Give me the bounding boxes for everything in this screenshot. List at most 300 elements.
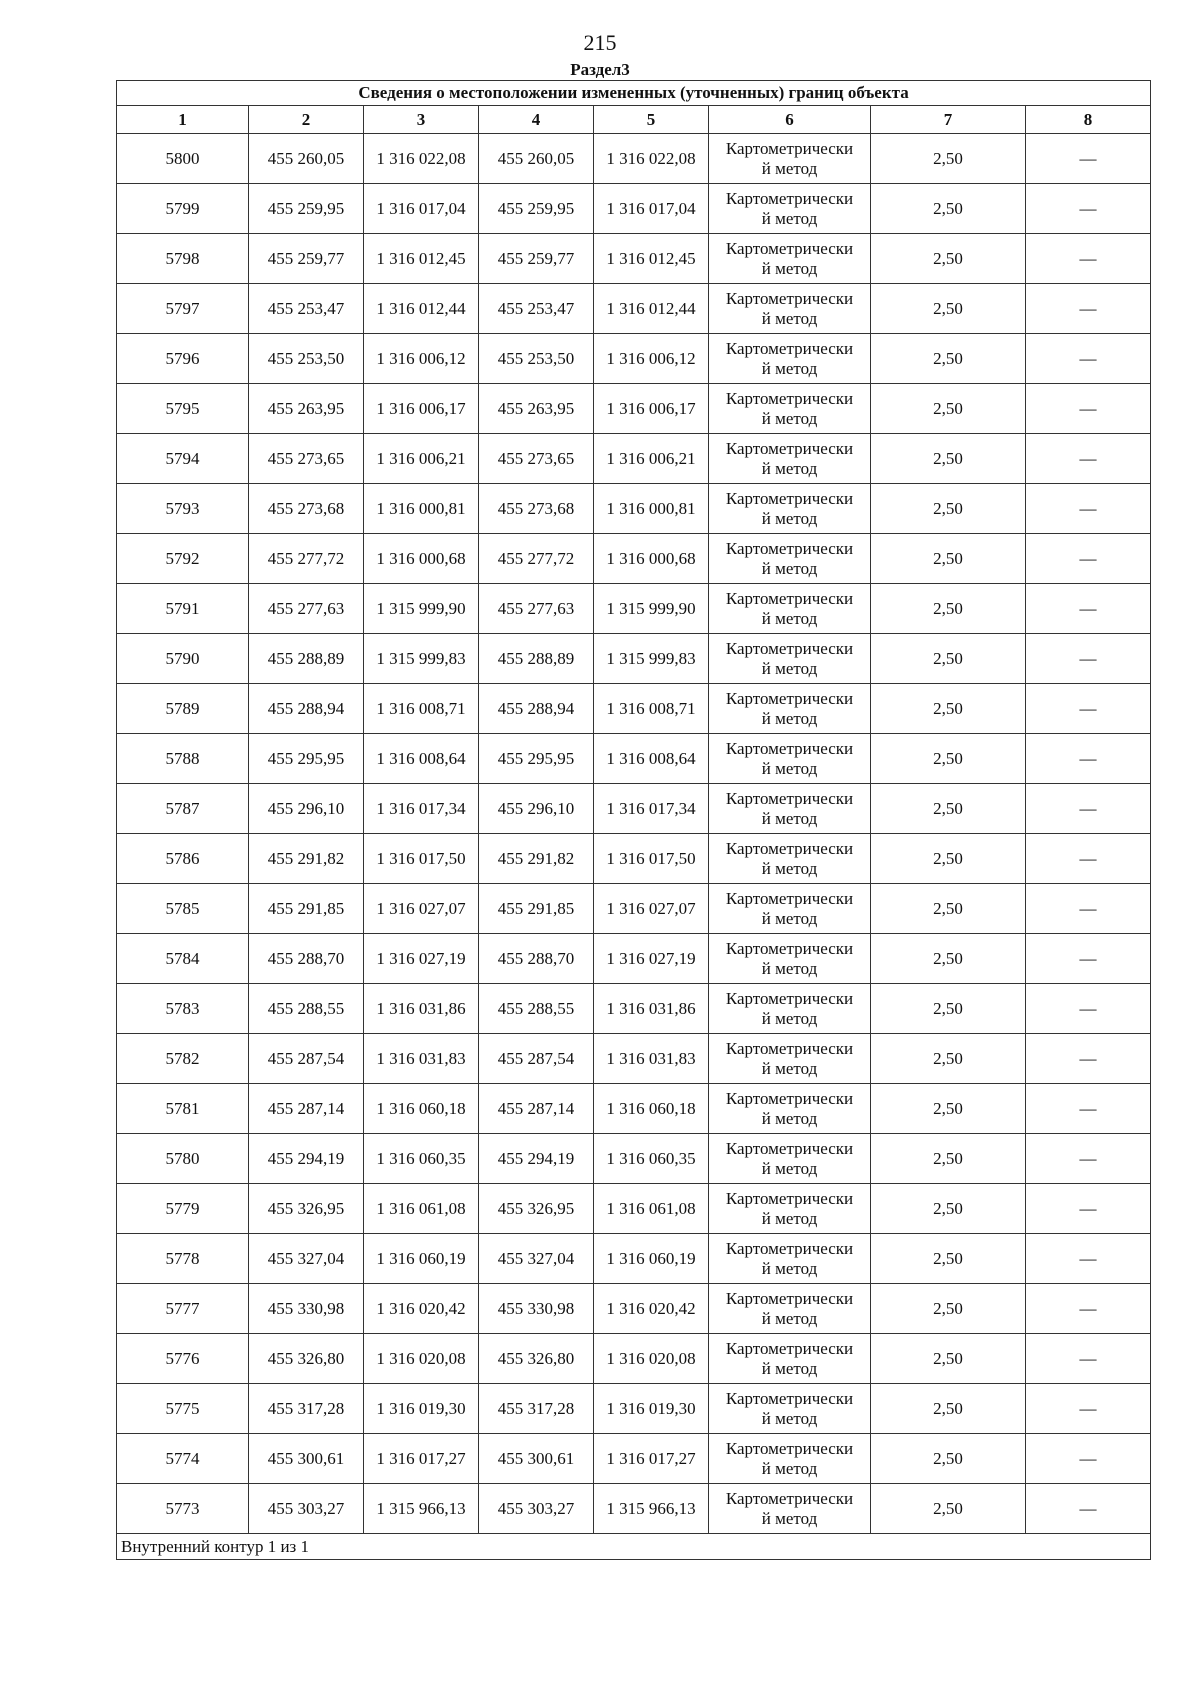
accuracy-cell: 2,50 [871, 1184, 1026, 1234]
x-new-cell: 455 287,54 [479, 1034, 594, 1084]
method-cell [709, 434, 871, 484]
x-new-cell: 455 288,89 [479, 634, 594, 684]
point-number-cell: 5792 [117, 534, 249, 584]
column-header-6: 6 [709, 106, 871, 134]
method-line: Картометрически [725, 238, 854, 258]
x-existing-cell: 455 288,70 [249, 934, 364, 984]
y-existing-cell: 1 316 000,81 [364, 484, 479, 534]
table-row [117, 834, 1151, 884]
point-number-cell: 5800 [117, 134, 249, 184]
accuracy-cell: 2,50 [871, 834, 1026, 884]
y-existing-cell: 1 316 017,27 [364, 1434, 479, 1484]
table-row [117, 1284, 1151, 1334]
point-number-cell: 5790 [117, 634, 249, 684]
x-existing-cell: 455 296,10 [249, 784, 364, 834]
method-cell [709, 284, 871, 334]
method-line: Картометрически [725, 1138, 854, 1158]
y-existing-cell: 1 316 027,07 [364, 884, 479, 934]
x-existing-cell: 455 287,54 [249, 1034, 364, 1084]
table-row [117, 784, 1151, 834]
table-row [117, 1234, 1151, 1284]
method-line: Картометрически [725, 1338, 854, 1358]
description-cell: — [1026, 684, 1151, 734]
table-row [117, 184, 1151, 234]
method-line: й метод [761, 1408, 818, 1428]
method-cell [709, 334, 871, 384]
method-line: й метод [761, 908, 818, 928]
table-row [117, 684, 1151, 734]
accuracy-cell: 2,50 [871, 1084, 1026, 1134]
method-line: Картометрически [725, 1388, 854, 1408]
method-cell [709, 1084, 871, 1134]
method-line: Картометрически [725, 1038, 854, 1058]
y-existing-cell: 1 315 999,83 [364, 634, 479, 684]
method-line: й метод [761, 408, 818, 428]
method-line: й метод [761, 658, 818, 678]
method-line: й метод [761, 558, 818, 578]
method-cell [709, 834, 871, 884]
method-line: й метод [761, 308, 818, 328]
method-line: й метод [761, 758, 818, 778]
x-existing-cell: 455 273,68 [249, 484, 364, 534]
accuracy-cell: 2,50 [871, 384, 1026, 434]
table-row [117, 734, 1151, 784]
y-existing-cell: 1 315 999,90 [364, 584, 479, 634]
y-existing-cell: 1 316 017,04 [364, 184, 479, 234]
y-new-cell: 1 316 060,18 [594, 1084, 709, 1134]
method-cell [709, 584, 871, 634]
column-header-row [117, 106, 1151, 134]
method-line: й метод [761, 858, 818, 878]
y-new-cell: 1 316 060,19 [594, 1234, 709, 1284]
y-new-cell: 1 315 999,90 [594, 584, 709, 634]
method-line: Картометрически [725, 938, 854, 958]
x-existing-cell: 455 326,80 [249, 1334, 364, 1384]
x-new-cell: 455 291,85 [479, 884, 594, 934]
description-cell: — [1026, 1234, 1151, 1284]
x-new-cell: 455 327,04 [479, 1234, 594, 1284]
y-new-cell: 1 315 999,83 [594, 634, 709, 684]
x-new-cell: 455 295,95 [479, 734, 594, 784]
description-cell: — [1026, 934, 1151, 984]
description-cell: — [1026, 184, 1151, 234]
x-existing-cell: 455 260,05 [249, 134, 364, 184]
y-existing-cell: 1 316 027,19 [364, 934, 479, 984]
description-cell: — [1026, 784, 1151, 834]
accuracy-cell: 2,50 [871, 984, 1026, 1034]
method-line: Картометрически [725, 688, 854, 708]
method-cell [709, 634, 871, 684]
method-line: й метод [761, 158, 818, 178]
y-existing-cell: 1 315 966,13 [364, 1484, 479, 1534]
method-line: Картометрически [725, 438, 854, 458]
accuracy-cell: 2,50 [871, 184, 1026, 234]
x-new-cell: 455 277,72 [479, 534, 594, 584]
table-body [117, 134, 1151, 1534]
y-existing-cell: 1 316 006,12 [364, 334, 479, 384]
y-existing-cell: 1 316 020,42 [364, 1284, 479, 1334]
x-existing-cell: 455 277,63 [249, 584, 364, 634]
y-existing-cell: 1 316 000,68 [364, 534, 479, 584]
y-new-cell: 1 316 012,45 [594, 234, 709, 284]
y-existing-cell: 1 316 008,64 [364, 734, 479, 784]
method-line: Картометрически [725, 838, 854, 858]
x-existing-cell: 455 288,94 [249, 684, 364, 734]
table-row [117, 584, 1151, 634]
method-cell [709, 134, 871, 184]
method-line: Картометрически [725, 638, 854, 658]
method-line: Картометрически [725, 588, 854, 608]
accuracy-cell: 2,50 [871, 1284, 1026, 1334]
x-existing-cell: 455 295,95 [249, 734, 364, 784]
y-new-cell: 1 316 012,44 [594, 284, 709, 334]
x-new-cell: 455 326,80 [479, 1334, 594, 1384]
point-number-cell: 5780 [117, 1134, 249, 1184]
table-row [117, 1034, 1151, 1084]
accuracy-cell: 2,50 [871, 434, 1026, 484]
method-line: Картометрически [725, 1488, 854, 1508]
method-line: Картометрически [725, 138, 854, 158]
y-existing-cell: 1 316 019,30 [364, 1384, 479, 1434]
method-line: Картометрически [725, 1188, 854, 1208]
table-row [117, 1334, 1151, 1384]
y-existing-cell: 1 316 006,17 [364, 384, 479, 434]
y-new-cell: 1 316 020,42 [594, 1284, 709, 1334]
x-existing-cell: 455 253,47 [249, 284, 364, 334]
method-line: Картометрически [725, 988, 854, 1008]
point-number-cell: 5785 [117, 884, 249, 934]
method-line: Картометрически [725, 488, 854, 508]
table-row [117, 534, 1151, 584]
section-title: Раздел3 [570, 60, 630, 79]
method-line: й метод [761, 1358, 818, 1378]
y-existing-cell: 1 316 060,19 [364, 1234, 479, 1284]
point-number-cell: 5789 [117, 684, 249, 734]
method-cell [709, 484, 871, 534]
x-new-cell: 455 253,50 [479, 334, 594, 384]
column-header-2: 2 [249, 106, 364, 134]
accuracy-cell: 2,50 [871, 934, 1026, 984]
method-line: й метод [761, 1058, 818, 1078]
method-cell [709, 734, 871, 784]
point-number-cell: 5796 [117, 334, 249, 384]
x-existing-cell: 455 288,55 [249, 984, 364, 1034]
accuracy-cell: 2,50 [871, 1334, 1026, 1384]
point-number-cell: 5794 [117, 434, 249, 484]
accuracy-cell: 2,50 [871, 334, 1026, 384]
method-line: Картометрически [725, 738, 854, 758]
method-line: Картометрически [725, 288, 854, 308]
method-cell [709, 784, 871, 834]
x-new-cell: 455 287,14 [479, 1084, 594, 1134]
x-new-cell: 455 260,05 [479, 134, 594, 184]
boundary-coordinates-table [116, 80, 1151, 1560]
table-caption-row [117, 81, 1151, 106]
x-existing-cell: 455 291,82 [249, 834, 364, 884]
point-number-cell: 5781 [117, 1084, 249, 1134]
method-cell [709, 984, 871, 1034]
description-cell: — [1026, 984, 1151, 1034]
column-header-5: 5 [594, 106, 709, 134]
table-footer: Внутренний контур 1 из 1 [117, 1534, 1151, 1560]
table-row [117, 284, 1151, 334]
method-cell [709, 1184, 871, 1234]
y-existing-cell: 1 316 031,83 [364, 1034, 479, 1084]
x-existing-cell: 455 259,95 [249, 184, 364, 234]
x-existing-cell: 455 288,89 [249, 634, 364, 684]
table-row [117, 434, 1151, 484]
column-header-4: 4 [479, 106, 594, 134]
point-number-cell: 5775 [117, 1384, 249, 1434]
point-number-cell: 5779 [117, 1184, 249, 1234]
x-new-cell: 455 288,70 [479, 934, 594, 984]
method-line: й метод [761, 1508, 818, 1528]
x-new-cell: 455 288,55 [479, 984, 594, 1034]
method-cell [709, 1484, 871, 1534]
y-existing-cell: 1 316 012,44 [364, 284, 479, 334]
accuracy-cell: 2,50 [871, 1384, 1026, 1434]
method-cell [709, 184, 871, 234]
method-cell [709, 534, 871, 584]
description-cell: — [1026, 234, 1151, 284]
description-cell: — [1026, 1084, 1151, 1134]
x-new-cell: 455 294,19 [479, 1134, 594, 1184]
accuracy-cell: 2,50 [871, 534, 1026, 584]
description-cell: — [1026, 334, 1151, 384]
y-new-cell: 1 316 060,35 [594, 1134, 709, 1184]
accuracy-cell: 2,50 [871, 1234, 1026, 1284]
method-line: Картометрически [725, 788, 854, 808]
point-number-cell: 5788 [117, 734, 249, 784]
method-line: Картометрически [725, 1238, 854, 1258]
description-cell: — [1026, 634, 1151, 684]
description-cell: — [1026, 284, 1151, 334]
description-cell: — [1026, 1434, 1151, 1484]
x-existing-cell: 455 300,61 [249, 1434, 364, 1484]
y-new-cell: 1 316 031,83 [594, 1034, 709, 1084]
method-line: й метод [761, 458, 818, 478]
method-line: Картометрически [725, 338, 854, 358]
table-row [117, 1084, 1151, 1134]
point-number-cell: 5774 [117, 1434, 249, 1484]
table-row [117, 1484, 1151, 1534]
y-new-cell: 1 316 061,08 [594, 1184, 709, 1234]
accuracy-cell: 2,50 [871, 884, 1026, 934]
x-new-cell: 455 273,68 [479, 484, 594, 534]
y-new-cell: 1 316 006,17 [594, 384, 709, 434]
table-row [117, 484, 1151, 534]
accuracy-cell: 2,50 [871, 134, 1026, 184]
method-cell [709, 1284, 871, 1334]
description-cell: — [1026, 1284, 1151, 1334]
accuracy-cell: 2,50 [871, 484, 1026, 534]
y-existing-cell: 1 316 061,08 [364, 1184, 479, 1234]
accuracy-cell: 2,50 [871, 734, 1026, 784]
y-new-cell: 1 316 019,30 [594, 1384, 709, 1434]
description-cell: — [1026, 1384, 1151, 1434]
method-cell [709, 1384, 871, 1434]
method-line: й метод [761, 608, 818, 628]
table-row [117, 384, 1151, 434]
y-new-cell: 1 316 006,21 [594, 434, 709, 484]
table-row [117, 1434, 1151, 1484]
method-line: й метод [761, 508, 818, 528]
method-line: Картометрически [725, 888, 854, 908]
description-cell: — [1026, 434, 1151, 484]
y-existing-cell: 1 316 008,71 [364, 684, 479, 734]
accuracy-cell: 2,50 [871, 1434, 1026, 1484]
y-new-cell: 1 315 966,13 [594, 1484, 709, 1534]
description-cell: — [1026, 1134, 1151, 1184]
point-number-cell: 5797 [117, 284, 249, 334]
method-cell [709, 1234, 871, 1284]
method-line: й метод [761, 1108, 818, 1128]
x-new-cell: 455 300,61 [479, 1434, 594, 1484]
method-cell [709, 1334, 871, 1384]
point-number-cell: 5777 [117, 1284, 249, 1334]
accuracy-cell: 2,50 [871, 1134, 1026, 1184]
y-new-cell: 1 316 006,12 [594, 334, 709, 384]
method-line: й метод [761, 358, 818, 378]
method-line: й метод [761, 1308, 818, 1328]
y-new-cell: 1 316 017,50 [594, 834, 709, 884]
accuracy-cell: 2,50 [871, 684, 1026, 734]
x-existing-cell: 455 273,65 [249, 434, 364, 484]
y-new-cell: 1 316 017,34 [594, 784, 709, 834]
point-number-cell: 5787 [117, 784, 249, 834]
x-existing-cell: 455 326,95 [249, 1184, 364, 1234]
y-new-cell: 1 316 020,08 [594, 1334, 709, 1384]
table-row [117, 884, 1151, 934]
description-cell: — [1026, 1484, 1151, 1534]
accuracy-cell: 2,50 [871, 634, 1026, 684]
description-cell: — [1026, 584, 1151, 634]
method-cell [709, 884, 871, 934]
description-cell: — [1026, 1034, 1151, 1084]
method-line: Картометрически [725, 538, 854, 558]
description-cell: — [1026, 734, 1151, 784]
method-cell [709, 384, 871, 434]
x-new-cell: 455 326,95 [479, 1184, 594, 1234]
x-existing-cell: 455 253,50 [249, 334, 364, 384]
table-row [117, 1134, 1151, 1184]
x-existing-cell: 455 263,95 [249, 384, 364, 434]
y-new-cell: 1 316 008,71 [594, 684, 709, 734]
table-row [117, 984, 1151, 1034]
table-row [117, 234, 1151, 284]
method-line: Картометрически [725, 188, 854, 208]
point-number-cell: 5795 [117, 384, 249, 434]
y-new-cell: 1 316 000,81 [594, 484, 709, 534]
description-cell: — [1026, 834, 1151, 884]
method-line: й метод [761, 1008, 818, 1028]
point-number-cell: 5798 [117, 234, 249, 284]
x-new-cell: 455 273,65 [479, 434, 594, 484]
x-new-cell: 455 277,63 [479, 584, 594, 634]
method-line: й метод [761, 1208, 818, 1228]
point-number-cell: 5799 [117, 184, 249, 234]
y-new-cell: 1 316 022,08 [594, 134, 709, 184]
table-footer-row [117, 1534, 1151, 1560]
table-row [117, 1384, 1151, 1434]
method-line: й метод [761, 1458, 818, 1478]
x-new-cell: 455 253,47 [479, 284, 594, 334]
x-existing-cell: 455 327,04 [249, 1234, 364, 1284]
x-new-cell: 455 291,82 [479, 834, 594, 884]
method-cell [709, 1434, 871, 1484]
x-new-cell: 455 303,27 [479, 1484, 594, 1534]
x-existing-cell: 455 291,85 [249, 884, 364, 934]
y-existing-cell: 1 316 012,45 [364, 234, 479, 284]
x-new-cell: 455 296,10 [479, 784, 594, 834]
method-cell [709, 684, 871, 734]
method-line: й метод [761, 1158, 818, 1178]
method-line: й метод [761, 808, 818, 828]
method-line: Картометрически [725, 1088, 854, 1108]
point-number-cell: 5784 [117, 934, 249, 984]
method-cell [709, 934, 871, 984]
x-existing-cell: 455 303,27 [249, 1484, 364, 1534]
y-new-cell: 1 316 027,07 [594, 884, 709, 934]
method-line: Картометрически [725, 1438, 854, 1458]
description-cell: — [1026, 1334, 1151, 1384]
x-existing-cell: 455 287,14 [249, 1084, 364, 1134]
column-header-1: 1 [117, 106, 249, 134]
method-line: й метод [761, 958, 818, 978]
method-cell [709, 234, 871, 284]
description-cell: — [1026, 484, 1151, 534]
point-number-cell: 5776 [117, 1334, 249, 1384]
column-header-8: 8 [1026, 106, 1151, 134]
y-new-cell: 1 316 017,04 [594, 184, 709, 234]
y-new-cell: 1 316 017,27 [594, 1434, 709, 1484]
accuracy-cell: 2,50 [871, 284, 1026, 334]
y-existing-cell: 1 316 006,21 [364, 434, 479, 484]
y-existing-cell: 1 316 060,35 [364, 1134, 479, 1184]
column-header-7: 7 [871, 106, 1026, 134]
y-existing-cell: 1 316 017,34 [364, 784, 479, 834]
description-cell: — [1026, 884, 1151, 934]
y-existing-cell: 1 316 060,18 [364, 1084, 479, 1134]
description-cell: — [1026, 534, 1151, 584]
column-header-3: 3 [364, 106, 479, 134]
method-line: й метод [761, 708, 818, 728]
method-cell [709, 1134, 871, 1184]
y-new-cell: 1 316 008,64 [594, 734, 709, 784]
x-existing-cell: 455 330,98 [249, 1284, 364, 1334]
y-existing-cell: 1 316 020,08 [364, 1334, 479, 1384]
table-row [117, 134, 1151, 184]
y-existing-cell: 1 316 017,50 [364, 834, 479, 884]
table-row [117, 334, 1151, 384]
x-new-cell: 455 288,94 [479, 684, 594, 734]
x-new-cell: 455 259,95 [479, 184, 594, 234]
accuracy-cell: 2,50 [871, 234, 1026, 284]
y-existing-cell: 1 316 022,08 [364, 134, 479, 184]
point-number-cell: 5791 [117, 584, 249, 634]
point-number-cell: 5782 [117, 1034, 249, 1084]
method-line: Картометрически [725, 1288, 854, 1308]
x-existing-cell: 455 277,72 [249, 534, 364, 584]
point-number-cell: 5783 [117, 984, 249, 1034]
description-cell: — [1026, 134, 1151, 184]
accuracy-cell: 2,50 [871, 584, 1026, 634]
table-caption: Сведения о местоположении измененных (уточненных) границ объекта [117, 81, 1151, 106]
point-number-cell: 5786 [117, 834, 249, 884]
x-new-cell: 455 317,28 [479, 1384, 594, 1434]
x-existing-cell: 455 294,19 [249, 1134, 364, 1184]
y-new-cell: 1 316 000,68 [594, 534, 709, 584]
